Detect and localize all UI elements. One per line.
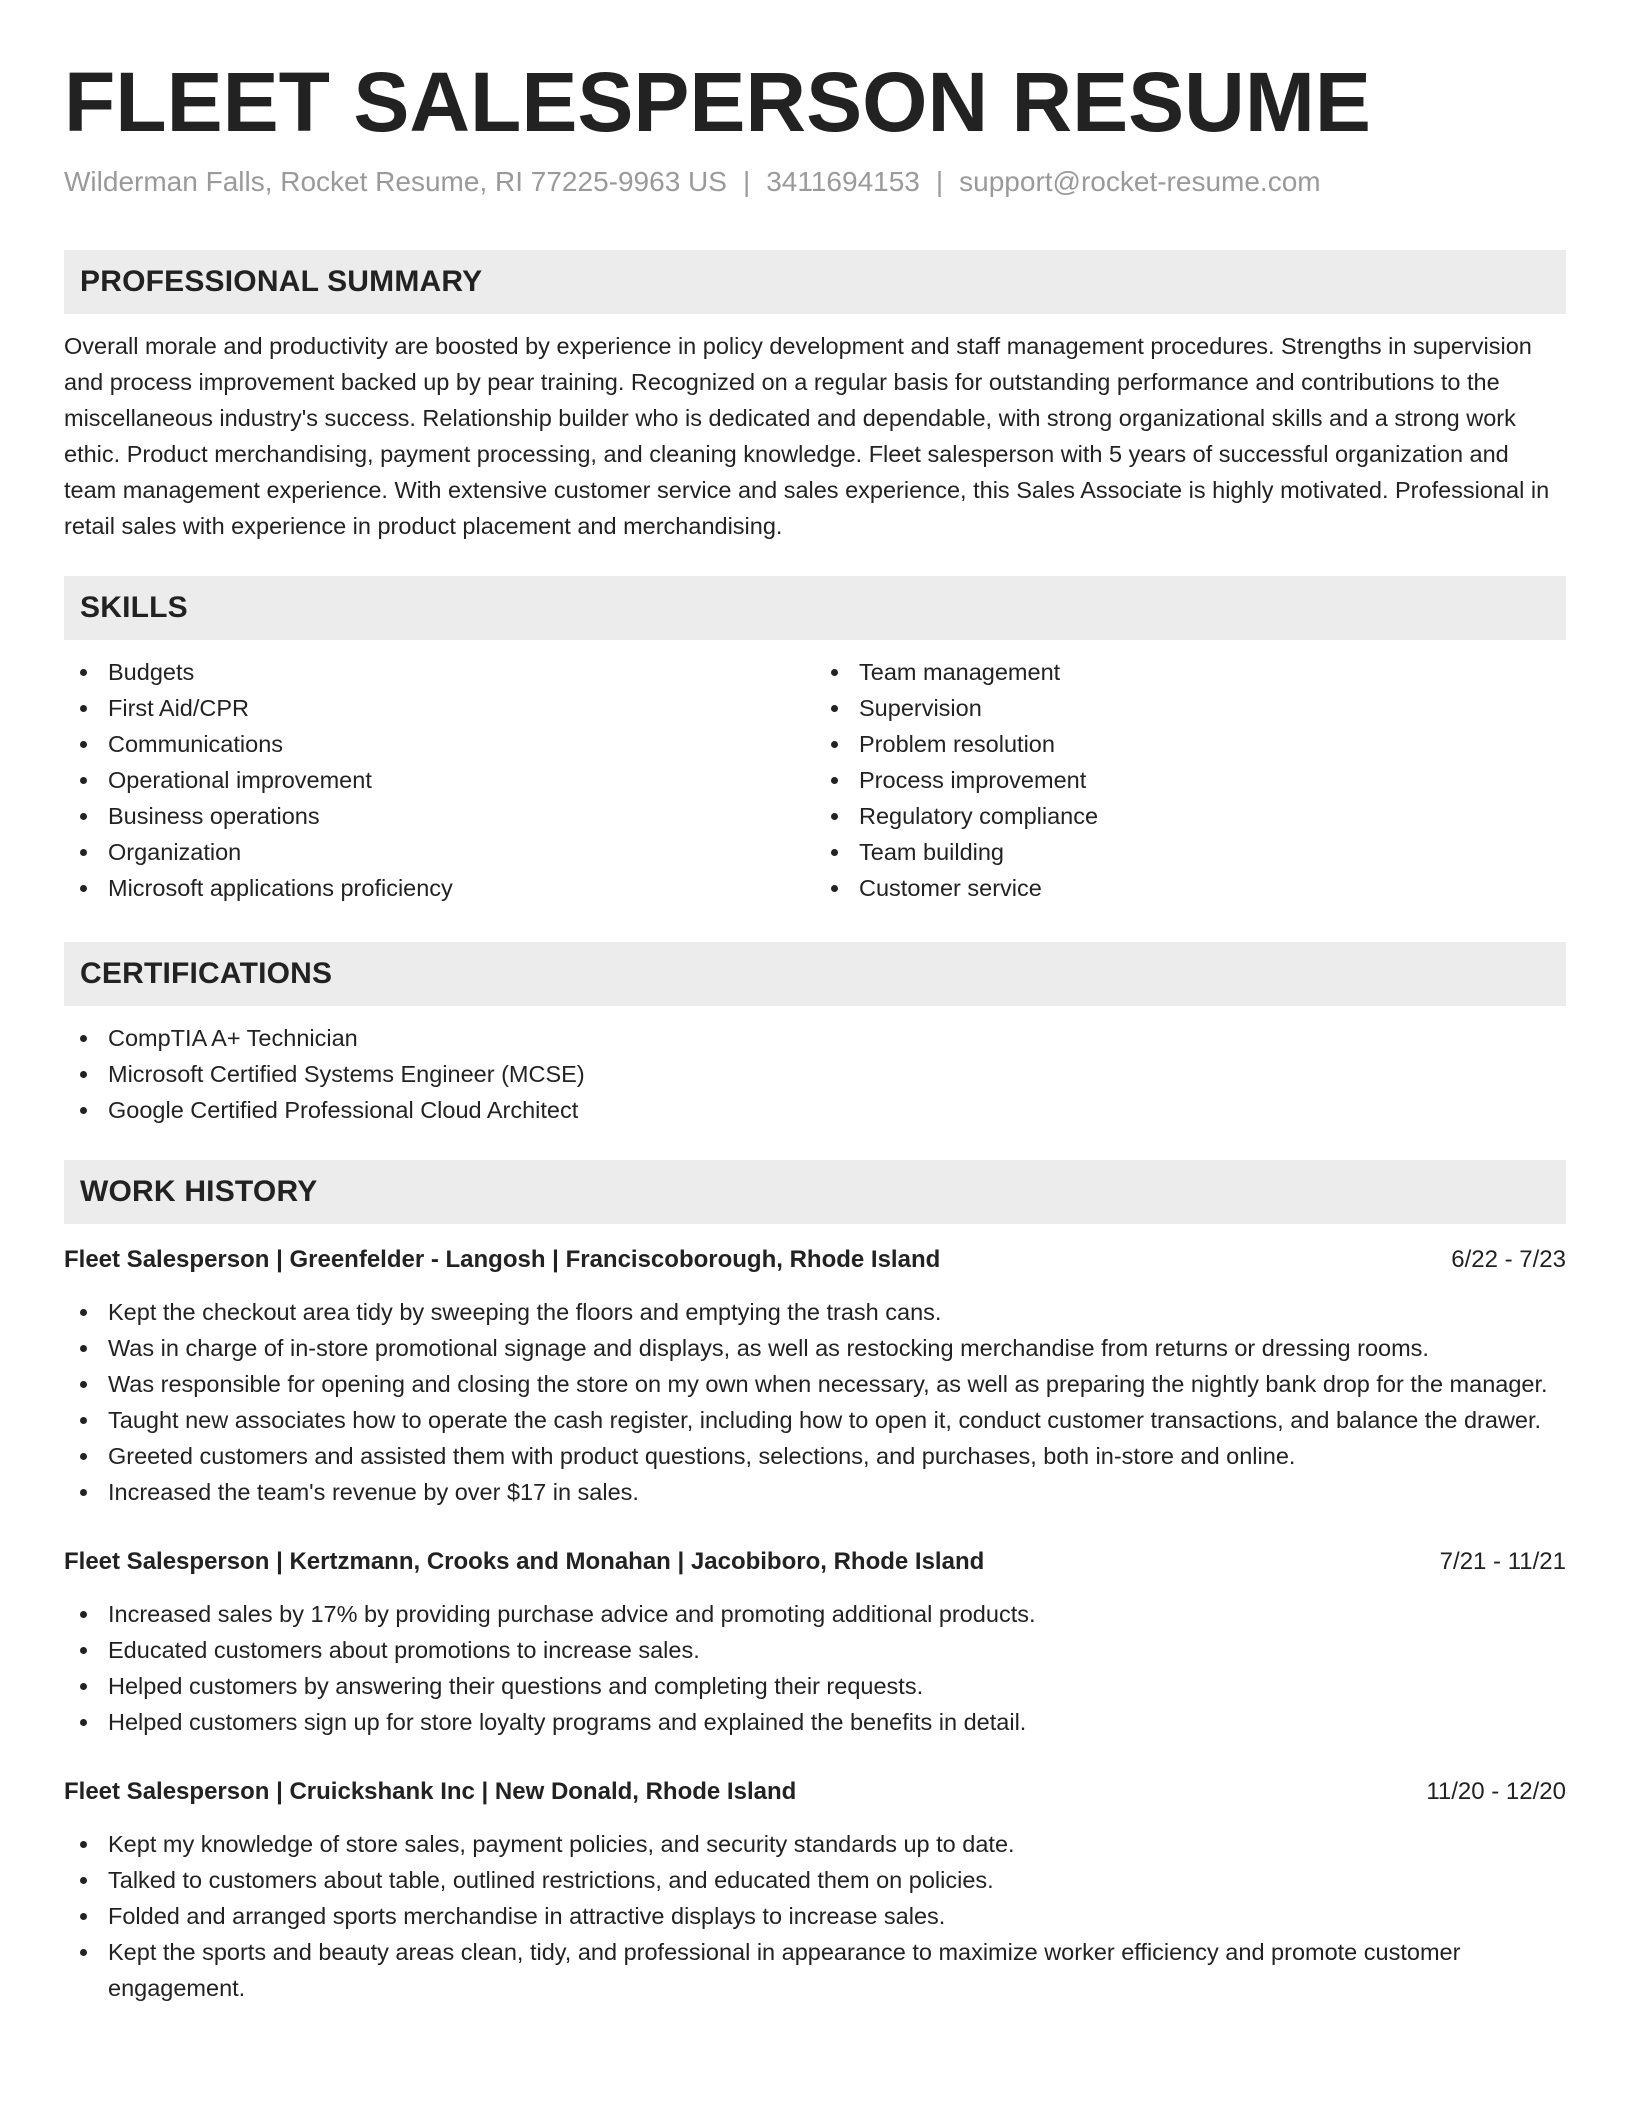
skill-item: Customer service: [859, 870, 1566, 906]
contact-separator: |: [742, 166, 751, 197]
contact-phone: 3411694153: [766, 166, 920, 197]
summary-text: Overall morale and productivity are boosted by experience in policy development and staff management procedures. Strengths in supervision and process improvement backed up by pear training. Recognized on a regular basis for outstanding performance and contributions to the miscellaneous industry's success. Relationship builder who is dedicated and dependable, with strong organizational skills and a strong work ethic. Product merchandising, payment processing, and cleaning knowledge. Fleet salesperson with 5 years of successful organization and team management experience. With extensive customer service and sales experience, this Sales Associate is highly motivated. Professional in retail sales with experience in product placement and merchandising.: [64, 333, 1550, 539]
job-bullet: Kept the checkout area tidy by sweeping the floors and emptying the trash cans.: [108, 1294, 1566, 1330]
job-header: [64, 1774, 1566, 1810]
work-history-heading: WORK HISTORY: [64, 1160, 1566, 1224]
job-bullet: Folded and arranged sports merchandise in attractive displays to increase sales.: [108, 1898, 1566, 1934]
skill-item: Regulatory compliance: [859, 798, 1566, 834]
certification-item: CompTIA A+ Technician: [108, 1020, 1566, 1056]
job-entry: [64, 1774, 1566, 2006]
skills-column-left: [64, 654, 815, 906]
skill-item: First Aid/CPR: [108, 690, 815, 726]
certification-item: Google Certified Professional Cloud Architect: [108, 1092, 1566, 1128]
skill-item: Operational improvement: [108, 762, 815, 798]
job-dates: 11/20 - 12/20: [1426, 1778, 1566, 1805]
skill-item: Budgets: [108, 654, 815, 690]
resume-title: FLEET SALESPERSON RESUME: [64, 55, 1371, 149]
job-bullet: Was responsible for opening and closing the store on my own when necessary, as well as preparing the nightly bank drop for the manager.: [108, 1366, 1566, 1402]
job-bullet: Greeted customers and assisted them with product questions, selections, and purchases, both in-store and online.: [108, 1438, 1566, 1474]
skills-list: [64, 654, 1566, 906]
skill-item: Supervision: [859, 690, 1566, 726]
job-bullet: Talked to customers about table, outlined restrictions, and educated them on policies.: [108, 1862, 1566, 1898]
skill-item: Business operations: [108, 798, 815, 834]
job-header: [64, 1544, 1566, 1580]
job-header: [64, 1242, 1566, 1278]
job-dates: 6/22 - 7/23: [1451, 1246, 1566, 1273]
job-bullets: [64, 1596, 1566, 1740]
contact-separator: |: [935, 166, 944, 197]
job-bullets: [64, 1826, 1566, 2006]
job-bullet: Was in charge of in-store promotional signage and displays, as well as restocking merchandise from returns or dressing rooms.: [108, 1330, 1566, 1366]
certifications-list: [64, 1020, 1566, 1128]
skills-heading: SKILLS: [64, 576, 1566, 640]
job-entry: [64, 1544, 1566, 1740]
contact-address: Wilderman Falls, Rocket Resume, RI 77225-9963 US: [64, 166, 727, 197]
skill-item: Microsoft applications proficiency: [108, 870, 815, 906]
job-bullet: Increased the team's revenue by over $17 in sales.: [108, 1474, 1566, 1510]
job-bullet: Kept the sports and beauty areas clean, tidy, and professional in appearance to maximize worker efficiency and promote customer engagement.: [108, 1934, 1566, 2006]
job-entry: [64, 1242, 1566, 1510]
job-dates: 7/21 - 11/21: [1439, 1548, 1566, 1575]
job-title: Fleet Salesperson | Kertzmann, Crooks and Monahan | Jacobiboro, Rhode Island: [64, 1548, 985, 1575]
skill-item: Problem resolution: [859, 726, 1566, 762]
summary-heading: PROFESSIONAL SUMMARY: [64, 250, 1566, 314]
certification-item: Microsoft Certified Systems Engineer (MCSE): [108, 1056, 1566, 1092]
skill-item: Organization: [108, 834, 815, 870]
certifications-heading: CERTIFICATIONS: [64, 942, 1566, 1006]
job-bullet: Taught new associates how to operate the cash register, including how to open it, conduct customer transactions, and balance the drawer.: [108, 1402, 1566, 1438]
job-bullet: Helped customers by answering their questions and completing their requests.: [108, 1668, 1566, 1704]
job-bullet: Kept my knowledge of store sales, payment policies, and security standards up to date.: [108, 1826, 1566, 1862]
resume-page: [64, 0, 1566, 2006]
skills-column-right: [815, 654, 1566, 906]
job-title: Fleet Salesperson | Cruickshank Inc | New Donald, Rhode Island: [64, 1778, 797, 1805]
skill-item: Team building: [859, 834, 1566, 870]
skill-item: Process improvement: [859, 762, 1566, 798]
skill-item: Communications: [108, 726, 815, 762]
job-bullets: [64, 1294, 1566, 1510]
job-bullet: Helped customers sign up for store loyalty programs and explained the benefits in detail.: [108, 1704, 1566, 1740]
contact-line: [64, 164, 1566, 200]
job-title: Fleet Salesperson | Greenfelder - Langosh | Franciscoborough, Rhode Island: [64, 1246, 941, 1273]
skill-item: Team management: [859, 654, 1566, 690]
job-bullet: Educated customers about promotions to increase sales.: [108, 1632, 1566, 1668]
contact-email: support@rocket-resume.com: [959, 166, 1321, 197]
job-bullet: Increased sales by 17% by providing purchase advice and promoting additional products.: [108, 1596, 1566, 1632]
